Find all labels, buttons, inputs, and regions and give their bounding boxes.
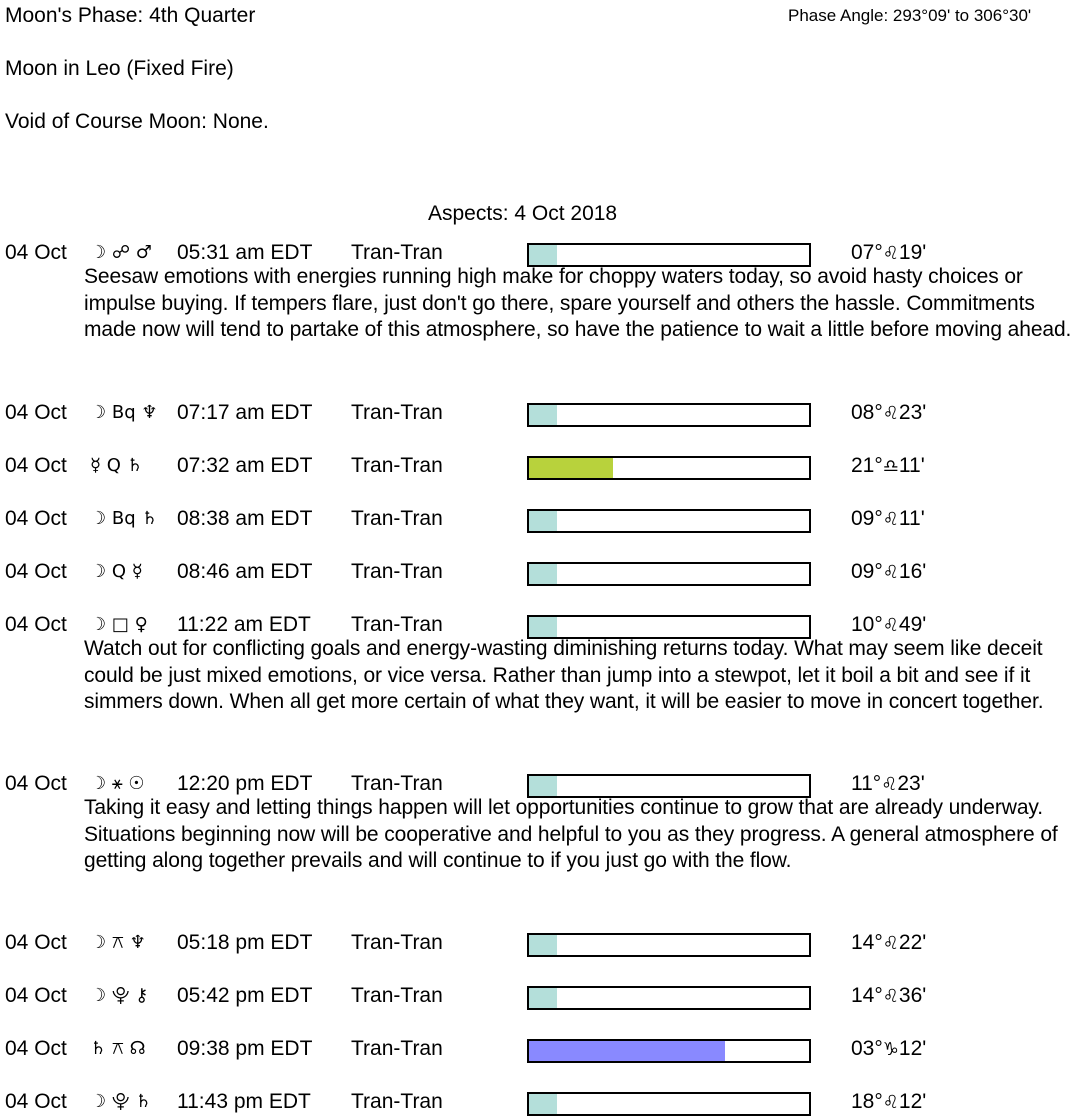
aspect-row [0,930,1090,956]
aspect-glyphs-icon: ☽ ⯓ ⚷ [90,985,149,1006]
aspect-time: 05:18 pm EDT [177,931,313,954]
aspect-row [0,983,1090,1009]
aspect-position [851,506,925,533]
position-minutes: 36' [898,984,927,1007]
aspect-time: 05:42 pm EDT [177,984,313,1007]
aspect-row [0,1036,1090,1062]
zodiac-sign-icon: ♌ [881,774,898,795]
aspect-date: 04 Oct [5,772,67,795]
aspect-glyphs-icon: ☽ Bq ♄ [90,508,158,529]
aspect-glyphs-icon: ♄ ⚻ ☊ [90,1038,146,1059]
aspect-glyphs-icon: ☽ □ ♀ [90,614,148,635]
aspect-row [0,771,1090,797]
aspect-row [0,1089,1090,1115]
strength-bar-fill [529,458,613,478]
aspect-glyphs-icon: ☽ ☍ ♂ [90,242,152,263]
aspect-time: 12:20 pm EDT [177,772,313,795]
aspect-glyphs-icon: ☽ Q ☿ [90,561,143,582]
zodiac-sign-icon: ♌ [882,243,899,264]
aspect-date: 04 Oct [5,613,67,636]
aspect-glyphs-icon: ☿ Q ♄ [90,455,143,476]
aspect-glyphs-icon: ☽ ⚹ ☉ [90,773,145,794]
aspect-time: 11:43 pm EDT [177,1090,311,1113]
position-degrees: 09° [851,507,883,530]
aspect-glyphs-icon: ☽ ⚻ ♆ [90,932,146,953]
strength-bar [527,1039,811,1063]
strength-bar-fill [529,245,557,265]
aspect-kind: Tran-Tran [351,984,443,1007]
phase-angle: Phase Angle: 293°09' to 306°30' [788,6,1032,25]
zodiac-sign-icon: ♎ [882,456,899,477]
aspect-description: Watch out for conflicting goals and energy-wasting diminishing returns today. What may seem like deceit could be just mixed emotions, or vice versa. Rather than jump into a stewpot, let it boil a bit and see if it simmers down. When all get more certain of what they want, it will be easier to move in concert together. [84,637,1044,713]
aspect-time: 05:31 am EDT [177,241,313,264]
strength-bar-fill [529,405,557,425]
aspect-date: 04 Oct [5,1090,67,1113]
strength-bar-fill [529,564,557,584]
aspect-description: Seesaw emotions with energies running high make for choppy waters today, so avoid hasty choices or impulse buying. If tempers flare, just don't go there, spare yourself and others the hassle. Commitments made now will tend to partake of this atmosphere, so have the patience to wait a little before moving ahead. [84,265,1072,341]
aspect-description: Taking it easy and letting things happen will let opportunities continue to grow that are already underway. Situations beginning now will be cooperative and helpful to you as they progress. A general atmosphere of getting along together prevails and will continue to if you just go with the flow. [84,796,1058,872]
position-minutes: 22' [898,931,927,954]
aspect-position [851,612,926,639]
strength-bar-fill [529,1041,725,1061]
strength-bar-fill [529,1094,557,1114]
strength-bar [527,986,811,1010]
aspect-date: 04 Oct [5,1037,67,1060]
aspect-kind: Tran-Tran [351,1090,443,1113]
zodiac-sign-icon: ♑ [882,1039,899,1060]
aspect-time: 08:46 am EDT [177,560,313,583]
aspect-kind: Tran-Tran [351,401,443,424]
aspect-row [0,240,1090,266]
aspect-kind: Tran-Tran [351,507,443,530]
strength-bar-fill [529,988,557,1008]
strength-bar [527,562,811,586]
aspect-date: 04 Oct [5,401,67,424]
strength-bar-fill [529,776,557,796]
strength-bar [527,933,811,957]
position-minutes: 12' [898,1037,927,1060]
aspect-row [0,506,1090,532]
position-minutes: 11' [898,454,925,477]
aspect-kind: Tran-Tran [351,931,443,954]
zodiac-sign-icon: ♌ [882,986,899,1007]
aspect-position [851,1089,926,1116]
aspect-kind: Tran-Tran [351,1037,443,1060]
position-degrees: 14° [851,931,883,954]
aspect-time: 07:32 am EDT [177,454,313,477]
aspect-date: 04 Oct [5,454,67,477]
position-degrees: 08° [851,401,883,424]
position-minutes: 12' [898,1090,927,1113]
position-minutes: 16' [898,560,927,583]
position-degrees: 18° [851,1090,883,1113]
aspect-position [851,1036,926,1063]
zodiac-sign-icon: ♌ [882,509,899,530]
strength-bar-fill [529,935,557,955]
aspect-position [851,930,926,957]
position-degrees: 07° [851,241,883,264]
aspect-kind: Tran-Tran [351,613,443,636]
aspect-position [851,559,926,586]
strength-bar-fill [529,511,557,531]
zodiac-sign-icon: ♌ [882,403,899,424]
aspect-time: 11:22 am EDT [177,613,311,636]
aspect-row [0,612,1090,638]
moon-phase: Moon's Phase: 4th Quarter [5,4,256,27]
aspects-title: Aspects: 4 Oct 2018 [428,202,618,225]
aspect-time: 09:38 pm EDT [177,1037,313,1060]
aspect-kind: Tran-Tran [351,454,443,477]
aspect-position [851,400,926,427]
aspect-date: 04 Oct [5,931,67,954]
position-minutes: 19' [898,241,927,264]
aspect-date: 04 Oct [5,507,67,530]
aspect-glyphs-icon: ☽ ⯓ ♄ [90,1091,152,1112]
zodiac-sign-icon: ♌ [882,615,899,636]
aspect-position [851,240,926,267]
strength-bar [527,403,811,427]
position-degrees: 10° [851,613,883,636]
position-minutes: 49' [898,613,927,636]
aspect-row [0,400,1090,426]
position-minutes: 23' [898,401,927,424]
aspect-kind: Tran-Tran [351,772,443,795]
strength-bar [527,456,811,480]
moon-sign: Moon in Leo (Fixed Fire) [5,57,234,80]
zodiac-sign-icon: ♌ [882,1092,899,1113]
aspect-time: 08:38 am EDT [177,507,313,530]
aspect-kind: Tran-Tran [351,560,443,583]
aspect-date: 04 Oct [5,560,67,583]
position-degrees: 21° [851,454,883,477]
aspect-glyphs-icon: ☽ Bq ♆ [90,402,158,423]
position-minutes: 23' [897,772,925,795]
aspect-row [0,559,1090,585]
aspect-position [851,983,926,1010]
position-degrees: 03° [851,1037,883,1060]
aspect-date: 04 Oct [5,984,67,1007]
aspect-time: 07:17 am EDT [177,401,313,424]
zodiac-sign-icon: ♌ [882,933,899,954]
aspect-date: 04 Oct [5,241,67,264]
aspect-position [851,453,925,480]
position-degrees: 09° [851,560,883,583]
aspect-position [851,771,925,798]
position-degrees: 11° [851,772,882,795]
aspect-kind: Tran-Tran [351,241,443,264]
position-minutes: 11' [898,507,925,530]
strength-bar-fill [529,617,557,637]
zodiac-sign-icon: ♌ [882,562,899,583]
position-degrees: 14° [851,984,883,1007]
void-of-course: Void of Course Moon: None. [5,110,269,133]
aspect-row [0,453,1090,479]
strength-bar [527,509,811,533]
strength-bar [527,1092,811,1116]
